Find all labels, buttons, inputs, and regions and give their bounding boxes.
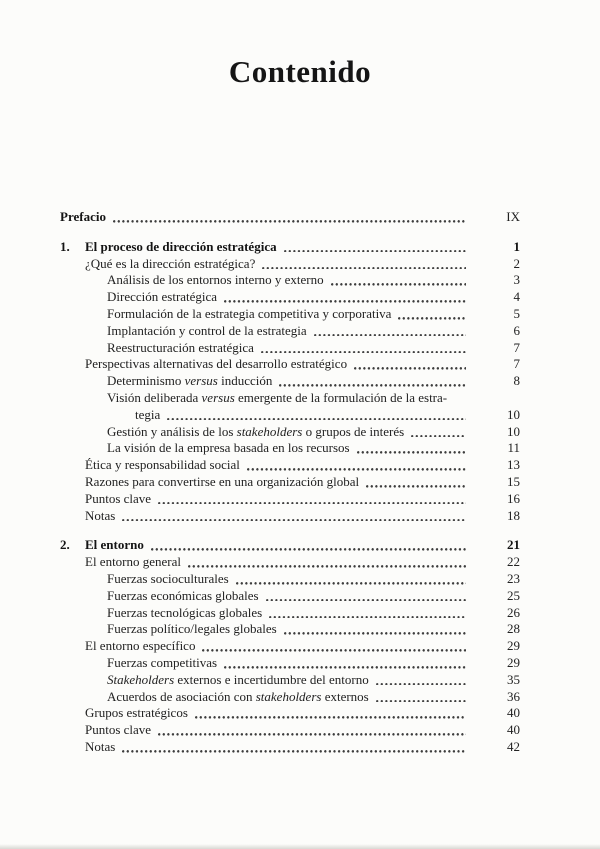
entry-title: Ética y responsabilidad social	[85, 457, 240, 473]
toc-entry	[60, 722, 520, 739]
dot-leader	[158, 502, 466, 505]
page-title: Contenido	[228, 54, 372, 89]
dot-leader	[224, 666, 466, 669]
page-number: 25	[507, 587, 520, 603]
page-number: 6	[513, 322, 520, 338]
dot-leader	[398, 317, 466, 320]
entry-title: Determinismo versus inducción	[107, 373, 273, 389]
page-number: 3	[513, 272, 520, 288]
page-number: 40	[507, 722, 520, 738]
toc-entry	[60, 588, 520, 605]
toc-entry	[60, 272, 520, 289]
page-number: 8	[513, 373, 520, 389]
entry-title: Notas	[85, 738, 116, 754]
page-number: 1	[513, 238, 520, 254]
page-number: 26	[507, 604, 520, 620]
dot-leader	[331, 283, 466, 286]
entry-title: Visión deliberada versus emergente de la formulación de la estra-	[107, 389, 448, 405]
dot-leader	[151, 548, 466, 551]
entry-title: El entorno general	[85, 554, 182, 570]
toc-entry	[60, 289, 520, 306]
page-number: 36	[507, 688, 520, 704]
toc-entry	[60, 457, 520, 474]
dot-leader	[314, 334, 466, 337]
page-number: 29	[507, 654, 520, 670]
dot-leader	[113, 220, 466, 223]
dot-leader	[195, 716, 466, 719]
dot-leader	[376, 683, 466, 686]
entry-title: Puntos clave	[85, 490, 152, 506]
dot-leader	[158, 733, 466, 736]
page-number: 35	[507, 671, 520, 687]
toc-entry	[60, 340, 520, 357]
entry-title: Puntos clave	[85, 722, 152, 738]
toc-entry	[60, 689, 520, 706]
entry-title: Reestructuración estratégica	[107, 339, 254, 355]
toc-entry	[60, 537, 520, 554]
toc-entry	[60, 508, 520, 525]
toc-entry	[60, 605, 520, 622]
entry-title: El entorno	[85, 537, 144, 553]
toc-entry	[60, 491, 520, 508]
toc-entry	[60, 440, 520, 457]
dot-leader	[279, 384, 466, 387]
toc-list	[60, 209, 520, 756]
toc-entry	[60, 621, 520, 638]
page-number: 40	[507, 705, 520, 721]
toc-entry	[60, 356, 520, 373]
entry-title: Razones para convertirse en una organización global	[85, 473, 360, 489]
entry-title: La visión de la empresa basada en los recursos	[107, 440, 350, 456]
entry-title: El entorno específico	[85, 638, 196, 654]
dot-leader	[202, 649, 466, 652]
toc-entry	[60, 256, 520, 273]
dot-leader	[262, 267, 466, 270]
entry-title: Fuerzas socioculturales	[107, 570, 229, 586]
page-number: 13	[507, 457, 520, 473]
page-number: 5	[513, 305, 520, 321]
toc-entry	[60, 239, 520, 256]
page-number: 28	[507, 621, 520, 637]
dot-leader	[167, 418, 466, 421]
dot-leader	[122, 519, 466, 522]
dot-leader	[269, 616, 466, 619]
page-bottom-shadow	[0, 844, 600, 849]
page-number: 7	[513, 356, 520, 372]
dot-leader	[236, 582, 466, 585]
entry-title: Formulación de la estrategia competitiva y corporativa	[107, 305, 392, 321]
toc-entry	[60, 672, 520, 689]
dot-leader	[266, 599, 466, 602]
entry-title: Gestión y análisis de los stakeholders o grupos de interés	[107, 423, 405, 439]
toc-entry	[60, 407, 520, 424]
entry-title: Notas	[85, 507, 116, 523]
entry-title: Stakeholders externos e incertidumbre del entorno	[107, 671, 369, 687]
entry-title: Fuerzas tecnológicas globales	[107, 604, 263, 620]
dot-leader	[376, 700, 466, 703]
page-number: 7	[513, 339, 520, 355]
entry-title: El proceso de dirección estratégica	[85, 238, 277, 254]
dot-leader	[261, 351, 466, 354]
entry-title: Acuerdos de asociación con stakeholders externos	[107, 688, 369, 704]
toc-entry	[60, 390, 520, 407]
toc-entry	[60, 306, 520, 323]
page-number: IX	[506, 209, 520, 224]
entry-title: Dirección estratégica	[107, 289, 218, 305]
toc-entry	[60, 209, 520, 226]
entry-title: Prefacio	[60, 209, 106, 224]
chapter-number: 1.	[60, 238, 70, 254]
dot-leader	[188, 565, 466, 568]
toc-entry	[60, 571, 520, 588]
entry-title: ¿Qué es la dirección estratégica?	[85, 255, 256, 271]
dot-leader	[411, 435, 466, 438]
entry-title: Fuerzas competitivas	[107, 654, 218, 670]
dot-leader	[284, 632, 466, 635]
toc-entry	[60, 554, 520, 571]
toc-entry	[60, 739, 520, 756]
entry-title: tegia	[135, 406, 161, 422]
page-number: 22	[507, 554, 520, 570]
toc-entry	[60, 323, 520, 340]
toc-entry	[60, 638, 520, 655]
entry-title: Implantación y control de la estrategia	[107, 322, 307, 338]
toc-entry	[60, 474, 520, 491]
entry-title: Grupos estratégicos	[85, 705, 188, 721]
dot-leader	[284, 250, 466, 253]
dot-leader	[366, 485, 466, 488]
dot-leader	[357, 451, 466, 454]
page-number: 10	[507, 423, 520, 439]
entry-title: Fuerzas económicas globales	[107, 587, 259, 603]
entry-title: Fuerzas político/legales globales	[107, 621, 277, 637]
page-number: 2	[513, 255, 520, 271]
toc-entry	[60, 373, 520, 390]
page-number: 18	[507, 507, 520, 523]
toc-entry	[60, 705, 520, 722]
page-number: 21	[507, 537, 520, 553]
dot-leader	[224, 300, 466, 303]
page-number: 11	[507, 440, 520, 456]
page-number: 42	[507, 738, 520, 754]
dot-leader	[247, 468, 466, 471]
dot-leader	[122, 750, 466, 753]
page-number: 29	[507, 638, 520, 654]
entry-title: Análisis de los entornos interno y externo	[107, 272, 324, 288]
page-number: 15	[507, 473, 520, 489]
page-number: 23	[507, 570, 520, 586]
page-number: 16	[507, 490, 520, 506]
dot-leader	[354, 367, 466, 370]
entry-title: Perspectivas alternativas del desarrollo estratégico	[85, 356, 348, 372]
toc-entry	[60, 424, 520, 441]
page-number: 10	[507, 406, 520, 422]
toc-entry	[60, 655, 520, 672]
page-number: 4	[513, 289, 520, 305]
chapter-number: 2.	[60, 537, 70, 553]
